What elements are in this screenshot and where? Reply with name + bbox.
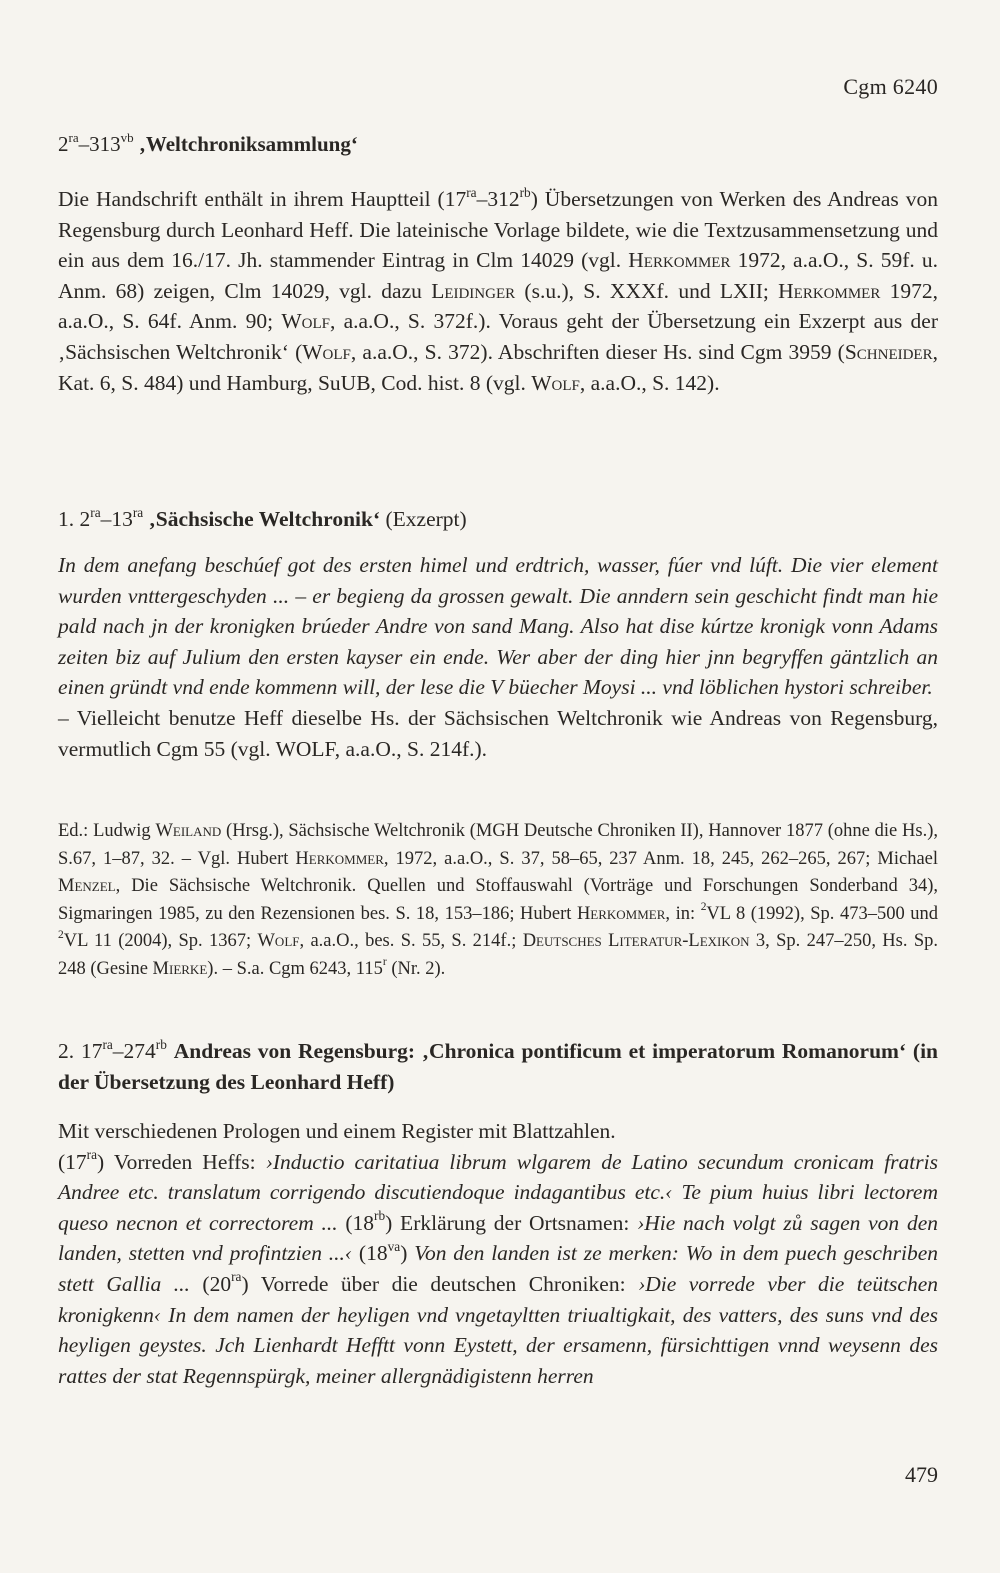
item1-title: ‚Sächsische Weltchronik‘ [148, 507, 381, 531]
item2-text: $(17^{ra})$ Vorreden Heffs: ›Inductio caritatiua librum wlgarem de Latino secundum cronicam fratris Andree etc. translatum corrigendo discutiendoque indagantibus etc.‹ Te pium huius libri lectorem queso necnon et correctorem ... $(18^{rb})$ Erklärung der Ortsnamen: ›Hie nach volgt zů sagen von den landen, stetten vnd profintzien ...‹ $(18^{va})$ Von den landen ist ze merken: Wo in dem puech geschriben stett Gallia ... $(20^{ra})$ Vorrede über die deutschen Chroniken: ›Die vorrede vber die teütschen kronigkenn‹ In dem namen der heyligen vnd vngetayltten triualtigkait, des vatters, des suns vnd des heyligen geystes. Jch Lienhardt Hefftt vonn Eystett, der ersamenn, fürsichttigen vnnd weysenn des rattes der stat Regennspürgk, meiner allergnädigistenn herren [58, 1147, 938, 1388]
item2-line1: Mit verschiedenen Prologen und einem Register mit Blattzahlen. [58, 1119, 616, 1143]
shelfmark: Cgm 6240 [843, 74, 938, 99]
item1-incipit: In dem anefang beschúef got des ersten himel und erdtrich, wasser, fúer vnd lúft. Die vier element wurden vnttergeschyden ... – er begieng da grossen gewalt. Die anndern sein geschicht findt man hie pald nach jn der kronigken brúeder Andre von sand Mang. Also hat dise kúrtze kronigk vonn Adams zeiten biz auf Julium den ersten kayser ein ende. Wer aber der ding hier jnn begryffen gäntzlich an einen gründt vnd ende kommenn will, der lese die V büecher Moysi ... vnd löblichen hystori schreiber. [58, 553, 938, 700]
item2-heading [58, 1036, 938, 1097]
section-name: ‚Weltchroniksammlung‘ [138, 132, 358, 156]
intro-paragraph: Die Handschrift enthält in ihrem Hauptteil $(17^{ra}-312^{rb})$ Übersetzungen von Werken des Andreas von Regensburg durch Leonhard Heff. Die lateinische Vorlage bildete, wie die Textzusammensetzung und ein aus dem 16./17. Jh. stammender Eintrag in Clm 14029 (vgl. Herkommer 1972, a.a.O., S. 59f. u. Anm. 68) zeigen, Clm 14029, vgl. dazu Leidinger (s.u.), S. XXXf. und LXII; Herkommer 1972, a.a.O., S. 64f. Anm. 90; Wolf, a.a.O., S. 372f.). Voraus geht der Übersetzung ein Exzerpt aus der ‚Sächsischen Weltchronik‘ (Wolf, a.a.O., S. 372). Abschriften dieser Hs. sind Cgm 3959 (Schneider, Kat. 6, S. 484) und Hamburg, SuUB, Cod. hist. 8 (vgl. Wolf, a.a.O., S. 142). [58, 184, 939, 395]
document-page [58, 0, 938, 1573]
item1-note: (Exzerpt) [385, 507, 467, 531]
running-header [843, 74, 938, 100]
page-number: 479 [905, 1462, 938, 1487]
item2-number: 2. [58, 1039, 75, 1063]
item1-range: $2^{ra}-13^{ra}$ [79, 504, 144, 531]
item2-title: Andreas von Regensburg: ‚Chronica pontificum et imperatorum Romanorum‘ (in der Übersetzung des Leonhard Heff) [58, 1039, 939, 1094]
item2-range: $17^{ra}-274^{rb}$ [80, 1036, 167, 1063]
section-title [58, 129, 358, 157]
item1-number: 1. [58, 507, 75, 531]
item1-body [58, 550, 938, 764]
item1-edition: Ed.: Ludwig Weiland (Hrsg.), Sächsische Weltchronik (MGH Deutsche Chroniken II), Hannover 1877 (ohne die Hs.), S.67, 1–87, 32. – Vgl. Hubert Herkommer, 1972, a.a.O., S. 37, 58–65, 237 Anm. 18, 245, 262–265, 267; Michael Menzel, Die Sächsische Weltchronik. Quellen und Stoffauswahl (Vorträge und Forschungen Sonderband 34), Sigmaringen 1985, zu den Rezensionen bes. S. 18, 153–186; Hubert Herkommer, in: $^2$VL 8 (1992), Sp. 473–500 und $^2$VL 11 (2004), Sp. 1367; Wolf, a.a.O., bes. S. 55, S. 214f.; Deutsches Literatur-Lexikon 3, Sp. 247–250, Hs. Sp. 248 (Gesine Mierke). – S.a. Cgm 6243, 115$^r$ (Nr. 2). [58, 821, 939, 979]
item1-heading [58, 504, 938, 535]
section-range: $2^{ra}-313^{vb}$ [58, 129, 134, 156]
item1-comment: – Vielleicht benutze Heff dieselbe Hs. der Sächsischen Weltchronik wie Andreas von Regensburg, vermutlich Cgm 55 (vgl. WOLF, a.a.O., S. 214f.). [58, 705, 938, 761]
item2-body [58, 1116, 938, 1391]
